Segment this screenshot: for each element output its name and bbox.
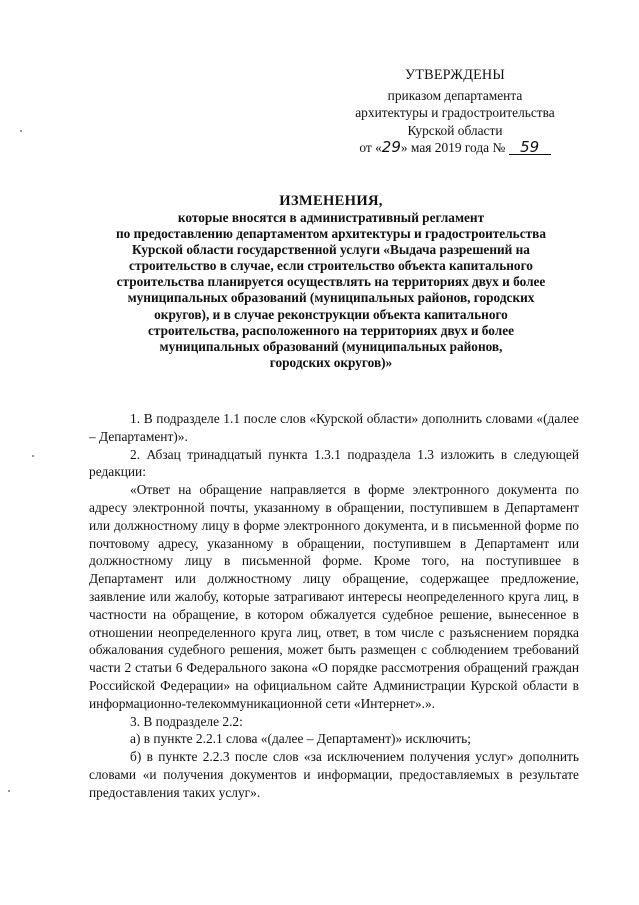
order-number: 59 (509, 140, 551, 155)
approval-line-2: архитектуры и градостроительства (355, 105, 555, 121)
date-day: 29 (381, 137, 401, 156)
title-line: строительства планируется осуществлять на территориях двух и более (116, 274, 546, 290)
paragraph-3-quote: «Ответ на обращение направляется в форме электронного документа по адресу электронной почты, указанному в обращении, поступившем в Департамент или должностному лицу в форме электронного документа, и в письменной форме по почтовому адресу, указанному в обращении, поступившем в Департамент или должностному лицу в письменной форме. Кроме того, на поступившее в Департамент или должностному лицу обращение, содержащее предложение, заявление или жалобу, которые затрагивают интересы неопределенного круга лиц, в частности на обращение, в котором обжалуется судебное решение, вынесенное в отношении неопределенного круга лиц, ответ, в том числе с разъяснением порядка обжалования судебного решения, может быть размещен с соблюдением требований части 2 статьи 6 Федерального закона «О порядке рассмотрения обращений граждан Российской Федерации» на официальном сайте Администрации Курской области в информационно-телекоммуникационной сети «Интернет».». (89, 482, 579, 711)
title-line: городских округов)» (269, 354, 393, 370)
approval-stamp (330, 67, 580, 156)
title-line: Курской области государственной услуги «Выдача разрешений на (132, 242, 530, 258)
title-line: по предоставлению департаментом архитектуры и градостроительства (116, 226, 546, 242)
title-line: строительства, расположенного на территориях двух и более (147, 322, 515, 338)
title-line: округов), и в случае реконструкции объекта капитального (154, 306, 508, 322)
scan-speck (32, 455, 34, 457)
paragraph-4: 3. В подразделе 2.2: (130, 713, 243, 729)
title-line: строительство в случае, если строительство объекта капитального (129, 258, 533, 274)
date-suffix: » мая 2019 года № (400, 139, 506, 155)
title-line: муниципальных образований (муниципальных районов, (159, 338, 503, 354)
scan-speck (8, 790, 10, 792)
paragraph-1: 1. В подразделе 1.1 после слов «Курской области» дополнить словами «(далее – Департамент)». (89, 411, 579, 444)
paragraph-6: б) в пункте 2.2.3 после слов «за исключением получения услуг» дополнить словами «и получения документов и информации, предоставляемых в результате предоставления таких услуг». (89, 749, 579, 800)
approval-date-line (330, 139, 580, 156)
title-line: которые вносятся в административный регламент (177, 210, 485, 225)
approval-heading: УТВЕРЖДЕНЫ (405, 67, 505, 83)
approval-line-3: Курской области (407, 122, 503, 138)
title-line: муниципальных образований (муниципальных районов, городских (127, 290, 535, 306)
document-body (89, 410, 579, 802)
approval-line-1: приказом департамента (387, 88, 523, 104)
document-title (86, 192, 576, 371)
scan-speck (20, 130, 22, 132)
date-prefix: от « (359, 139, 382, 155)
paragraph-2: 2. Абзац тринадцатый пункта 1.3.1 подраздела 1.3 изложить в следующей редакции: (89, 446, 579, 480)
paragraph-5: а) в пункте 2.2.1 слова «(далее – Департамент)» исключить; (130, 731, 471, 747)
title-main: ИЗМЕНЕНИЯ, (279, 193, 383, 209)
